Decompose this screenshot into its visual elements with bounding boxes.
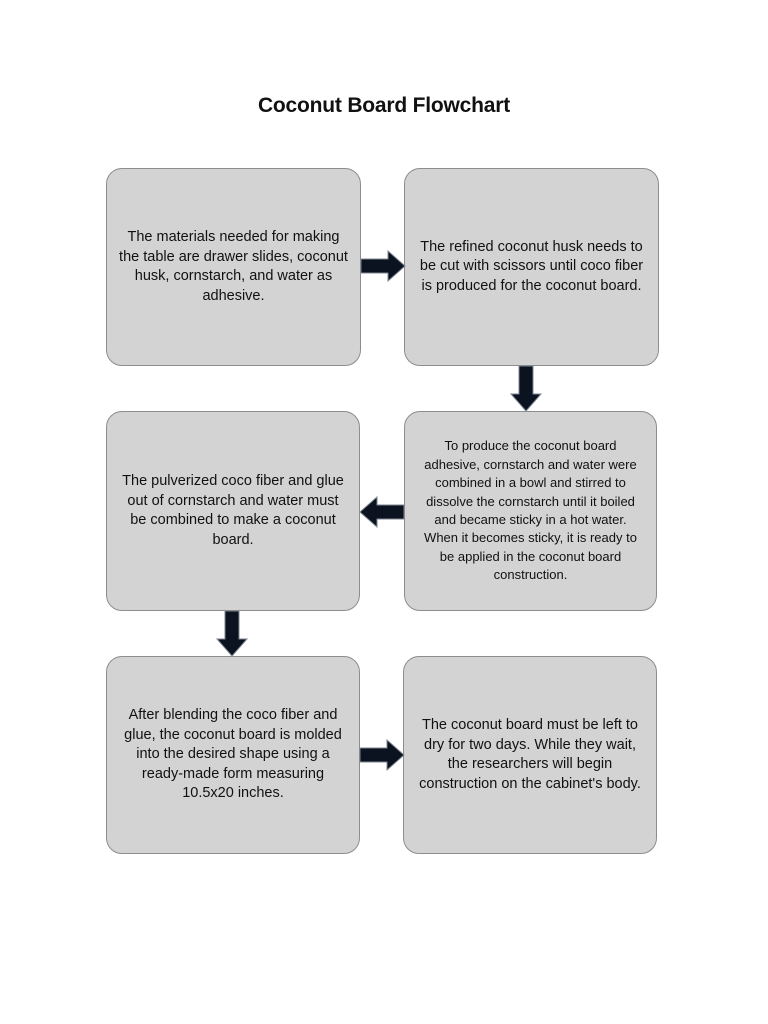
step-5-text: After blending the coco fiber and glue, the coconut board is molded into the desired shape using a ready-made form measuring 10.5x20 inches.	[124, 707, 342, 802]
step-1-text: The materials needed for making the table are drawer slides, coconut husk, cornstarch, and water as adhesive.	[119, 229, 348, 304]
step-3-text: To produce the coconut board adhesive, cornstarch and water were combined in a bowl and stirred to dissolve the cornstarch until it boiled and became sticky in a hot water. When it becomes sticky, it is ready to be applied in the coconut board construction.	[424, 438, 637, 583]
step-4-box	[106, 411, 360, 611]
step-6-box	[403, 656, 657, 854]
arrow-right-icon	[359, 739, 405, 771]
arrow-left-icon	[359, 496, 405, 528]
step-1-box	[106, 168, 361, 366]
step-2-box	[404, 168, 659, 366]
arrow-right-icon	[360, 250, 406, 282]
step-4-text: The pulverized coco fiber and glue out of cornstarch and water must be combined to make a coconut board.	[122, 473, 344, 548]
step-6-text: The coconut board must be left to dry for two days. While they wait, the researchers will begin construction on the cabinet's body.	[419, 717, 641, 792]
arrow-down-icon	[510, 365, 542, 412]
step-2-text: The refined coconut husk needs to be cut with scissors until coco fiber is produced for the coconut board.	[419, 238, 644, 294]
flowchart-title: Coconut Board Flowchart	[257, 94, 511, 117]
step-3-box	[404, 411, 657, 611]
arrow-down-icon	[216, 610, 248, 657]
step-5-box	[106, 656, 360, 854]
